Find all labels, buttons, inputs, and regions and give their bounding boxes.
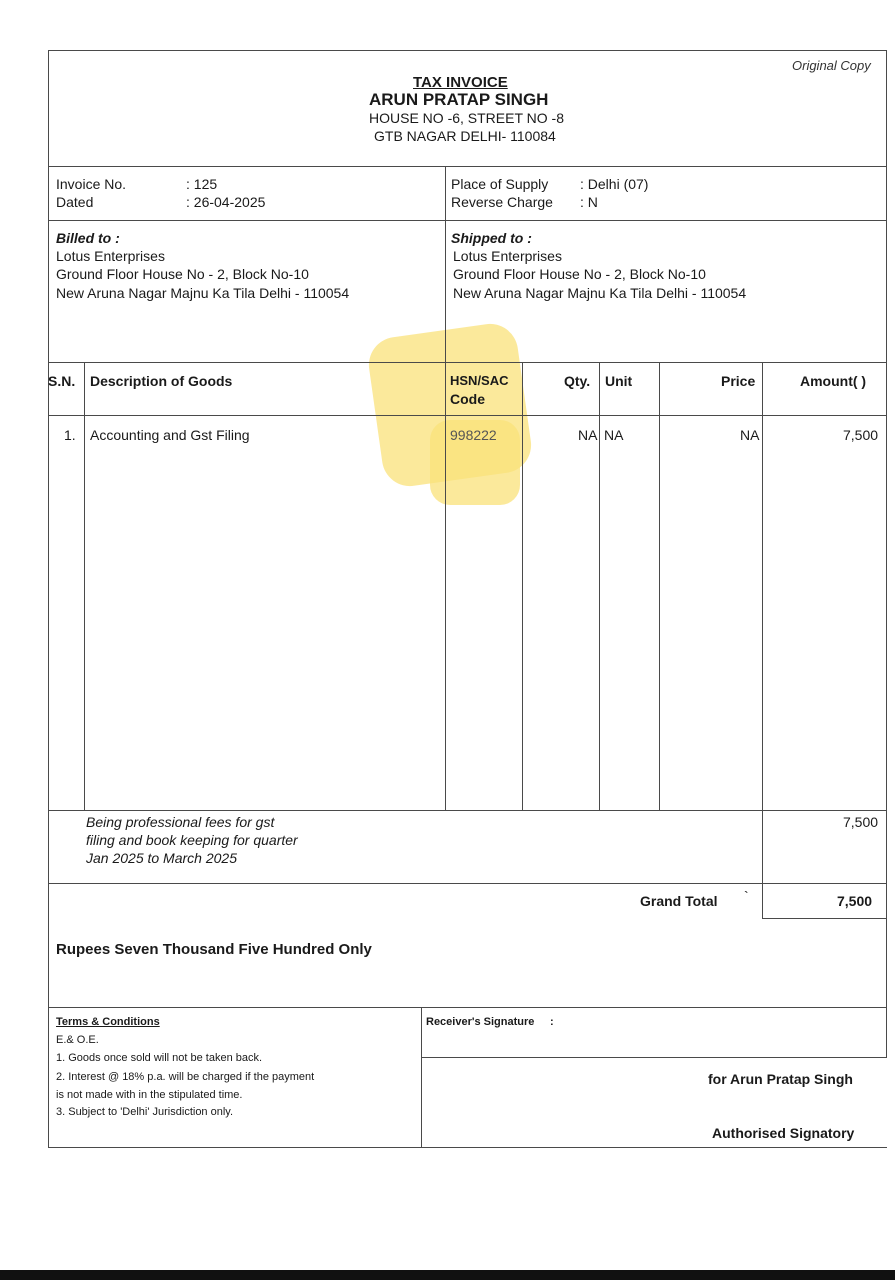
row-hsn: 998222 [450,427,497,443]
col-header-qty: Qty. [564,373,591,389]
seller-address-line1: HOUSE NO -6, STREET NO -8 [369,110,564,126]
doc-title: TAX INVOICE [413,74,508,91]
col-meta-divider [445,166,446,362]
col-grand-total [762,883,763,919]
note-subtotal: 7,500 [843,814,879,830]
reverse-charge-label: Reverse Charge [451,194,553,210]
shipped-to-heading: Shipped to : [451,230,532,246]
dated-label: Dated [56,194,94,210]
col-header-unit: Unit [605,373,633,389]
receiver-signature-label: Receiver's Signature [426,1016,535,1028]
place-of-supply-value: : Delhi (07) [580,176,649,192]
col-header-desc: Description of Goods [90,373,233,389]
grand-total-label: Grand Total [640,893,718,909]
note-line3: Jan 2025 to March 2025 [86,850,237,866]
divider-words [48,1007,887,1008]
note-line2: filing and book keeping for quarter [86,832,298,848]
col-desc [445,362,446,810]
note-line1: Being professional fees for gst [86,814,275,830]
shipped-to-line1: Ground Floor House No - 2, Block No-10 [453,266,706,282]
col-unit [659,362,660,810]
divider-grand-total [762,918,887,919]
col-terms [421,1007,422,1148]
divider-meta [48,220,887,221]
billed-to-line1: Ground Floor House No - 2, Block No-10 [56,266,309,282]
receiver-signature-colon: : [550,1016,554,1028]
shipped-to-line2: New Aruna Nagar Majnu Ka Tila Delhi - 110054 [453,285,747,301]
billed-to-line2: New Aruna Nagar Majnu Ka Tila Delhi - 110054 [56,285,350,301]
row-desc: Accounting and Gst Filing [90,427,250,443]
terms-eoe: E.& O.E. [56,1034,99,1046]
billed-to-heading: Billed to : [56,230,120,246]
row-sn: 1. [64,427,76,443]
amount-in-words: Rupees Seven Thousand Five Hundred Only [56,941,372,958]
bottom-bar [0,1270,895,1280]
col-header-hsn: HSN/SAC [450,373,509,388]
divider-signature [421,1057,887,1058]
authorised-signatory: Authorised Signatory [712,1125,855,1141]
dated-value: : 26-04-2025 [186,194,266,210]
shipped-to-name: Lotus Enterprises [453,248,562,264]
terms-item-3: 3. Subject to 'Delhi' Jurisdiction only. [56,1106,234,1118]
col-sn [84,362,85,810]
frame-top [48,50,887,51]
row-price: NA [740,427,760,443]
col-price [762,362,763,883]
terms-item-2-cont: is not made with in the stipulated time. [56,1089,243,1101]
col-qty [599,362,600,810]
frame-right [886,50,887,1058]
grand-total-value: 7,500 [837,893,873,909]
row-qty: NA [578,427,598,443]
row-amount: 7,500 [843,427,879,443]
col-header-price: Price [721,373,756,389]
col-hsn [522,362,523,810]
frame-left [48,50,49,1148]
terms-item-2: 2. Interest @ 18% p.a. will be charged if the payment [56,1071,315,1083]
frame-bottom [48,1147,422,1148]
divider-header [48,166,887,167]
seller-name: ARUN PRATAP SINGH [369,90,549,109]
terms-heading: Terms & Conditions [56,1016,160,1028]
col-header-hsn-code: Code [450,391,485,407]
copy-label: Original Copy [792,58,871,73]
frame-bottom-right [421,1147,887,1148]
grand-total-tick: ` [744,888,749,904]
place-of-supply-label: Place of Supply [451,176,549,192]
billed-to-name: Lotus Enterprises [56,248,165,264]
col-header-amount: Amount( ) [800,373,867,389]
seller-address-line2: GTB NAGAR DELHI- 110084 [374,128,556,144]
reverse-charge-value: : N [580,194,598,210]
invoice-no-value: : 125 [186,176,218,192]
terms-item-1: 1. Goods once sold will not be taken back. [56,1052,263,1064]
row-unit: NA [604,427,624,443]
for-company-label: for Arun Pratap Singh [708,1071,853,1087]
col-header-sn: S.N. [48,373,76,389]
invoice-no-label: Invoice No. [56,176,127,192]
